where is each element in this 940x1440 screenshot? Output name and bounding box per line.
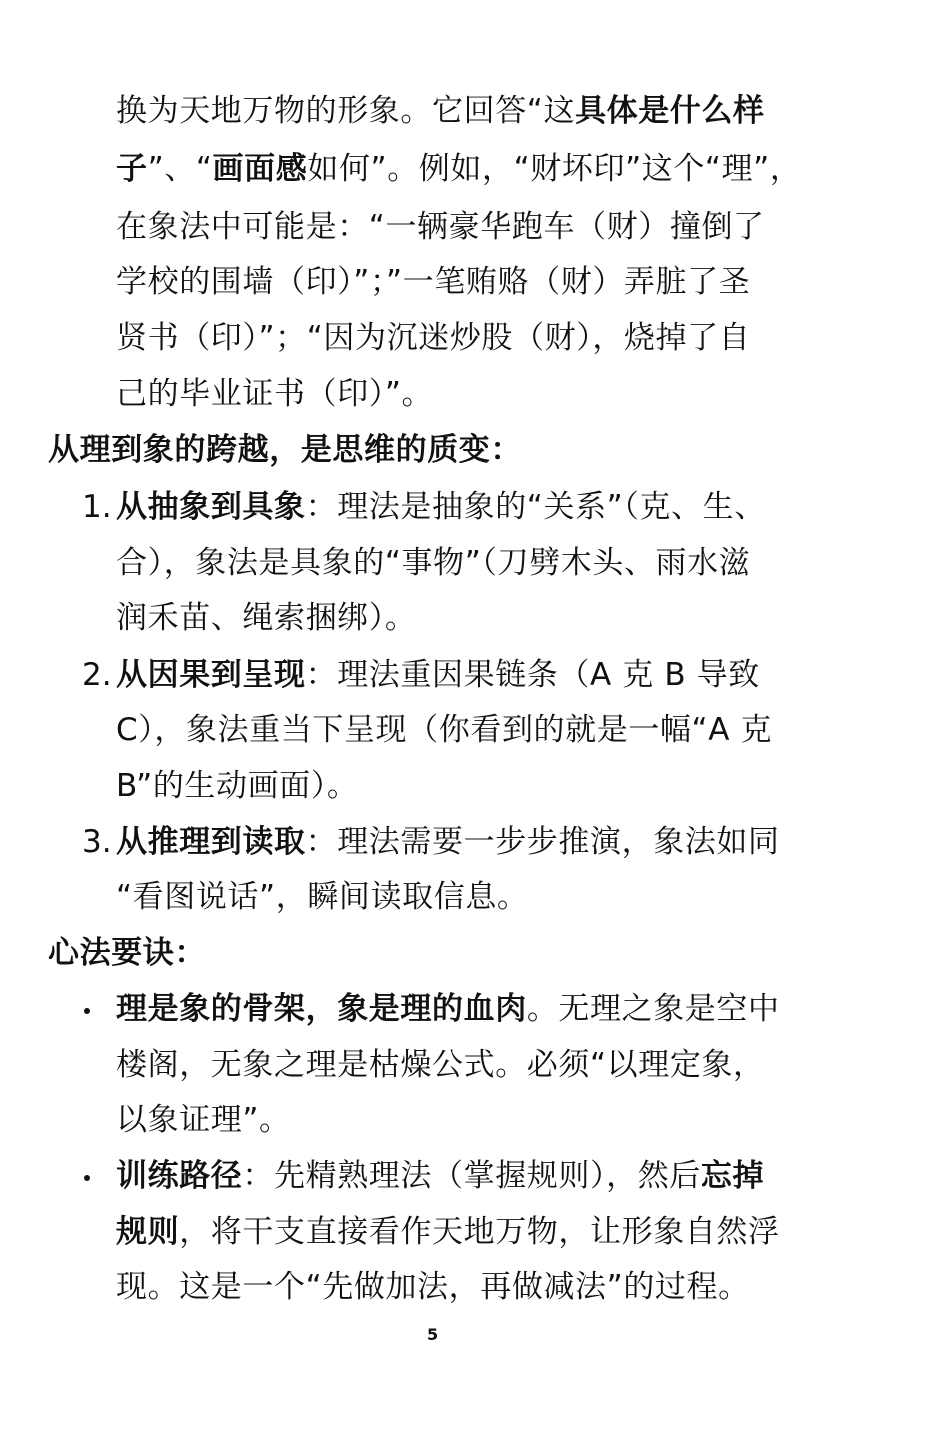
bullet-1-line-1: 理是象的骨架，象是理的血肉。无理之象是空中 — [116, 991, 780, 1027]
list-item-3-line-1: 从推理到读取：理法需要一步步推演，象法如同 — [116, 824, 780, 860]
intro-line-5: 贤书（印）”；“因为沉迷炒股（财），烧掉了自 — [116, 320, 751, 356]
bullet-dot-1 — [84, 1008, 90, 1014]
bullet-1-line-2: 楼阁，无象之理是枯燥公式。必须“以理定象， — [116, 1047, 765, 1083]
list-item-2-line-1: 从因果到呈现：理法重因果链条（A 克 B 导致 — [116, 657, 760, 693]
bullet-1-line-3: 以象证理”。 — [116, 1102, 291, 1138]
list-number-3: 3. — [82, 824, 112, 860]
bullet-2-line-1: 训练路径：先精熟理法（掌握规则），然后忘掉 — [116, 1158, 765, 1194]
intro-line-1: 换为天地万物的形象。它回答“这具体是什么样 — [116, 93, 765, 129]
bullet-2-line-2: 规则，将干支直接看作天地万物，让形象自然浮 — [116, 1214, 780, 1250]
list-item-1-line-2: 合），象法是具象的“事物”（刀劈木头、雨水滋 — [116, 545, 751, 581]
bullet-dot-2 — [84, 1175, 90, 1181]
section-heading-leap: 从理到象的跨越，是思维的质变： — [48, 432, 522, 468]
bullet-2-line-3: 现。这是一个“先做加法，再做减法”的过程。 — [116, 1269, 750, 1305]
intro-line-4: 学校的围墙（印）”；”一笔贿赂（财）弄脏了圣 — [116, 264, 751, 300]
list-item-2-line-3: B”的生动画面）。 — [116, 768, 359, 804]
list-item-2-line-2: C），象法重当下呈现（你看到的就是一幅“A 克 — [116, 712, 773, 748]
list-number-2: 2. — [82, 657, 112, 693]
list-number-1: 1. — [82, 489, 112, 525]
list-item-3-line-2: “看图说话”，瞬间读取信息。 — [116, 879, 529, 915]
intro-line-6: 己的毕业证书（印）”。 — [116, 376, 434, 412]
list-item-1-line-3: 润禾苗、绳索捆绑）。 — [116, 600, 417, 636]
page-number: 5 — [427, 1325, 439, 1344]
section-heading-mind-method: 心法要诀： — [48, 935, 206, 971]
list-item-1-line-1: 从抽象到具象：理法是抽象的“关系”（克、生、 — [116, 489, 766, 525]
intro-line-2: 子”、“画面感如何”。例如，“财坏印”这个“理”， — [116, 151, 802, 187]
intro-line-3: 在象法中可能是：“一辆豪华跑车（财）撞倒了 — [116, 209, 765, 245]
